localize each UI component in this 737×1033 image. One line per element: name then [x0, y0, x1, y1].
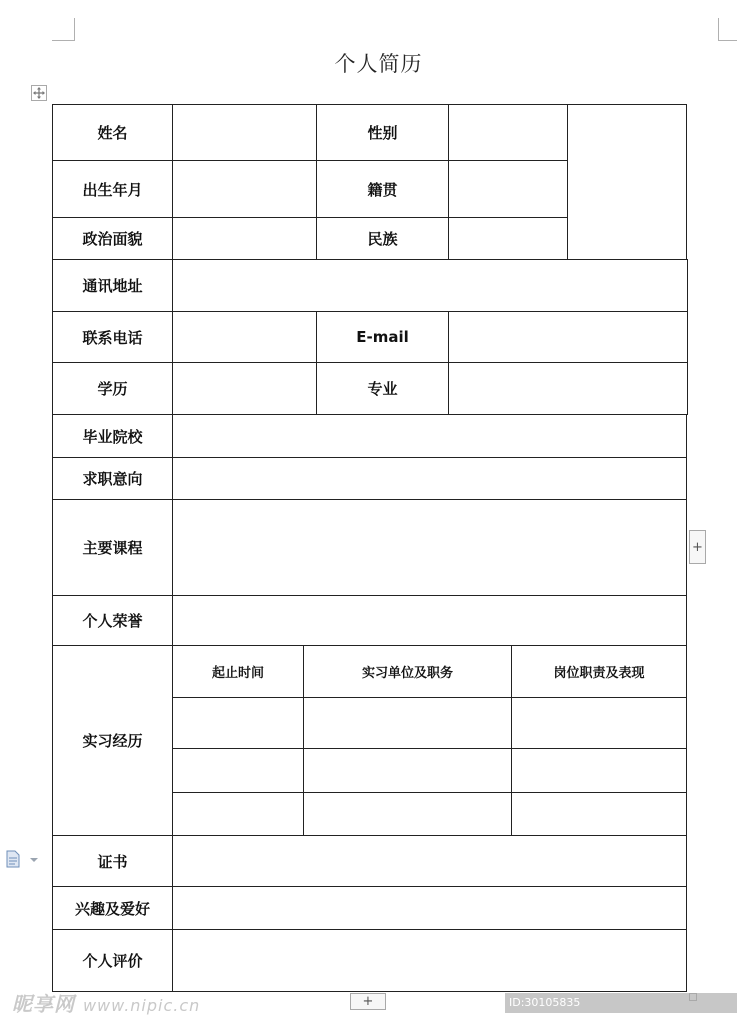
school-field[interactable]: [172, 414, 687, 458]
certificates-field[interactable]: [172, 835, 687, 887]
watermark-logo: [12, 988, 200, 1017]
birth-label: 出生年月: [52, 160, 173, 218]
internship-header-period: 起止时间: [172, 645, 304, 698]
watermark-url: www.nipic.cn: [82, 996, 201, 1015]
internship-duties-cell[interactable]: [511, 792, 687, 836]
internship-header-duties: 岗位职责及表现: [511, 645, 687, 698]
name-label: 姓名: [52, 104, 173, 161]
hobbies-field[interactable]: [172, 886, 687, 930]
add-column-button[interactable]: +: [689, 530, 706, 564]
internship-period-cell[interactable]: [172, 748, 304, 793]
major-label: 专业: [316, 362, 449, 415]
email-field[interactable]: [448, 311, 688, 363]
internship-period-cell[interactable]: [172, 697, 304, 749]
internship-duties-cell[interactable]: [511, 748, 687, 793]
education-label: 学历: [52, 362, 173, 415]
courses-field[interactable]: [172, 499, 687, 596]
honors-label: 个人荣誉: [52, 595, 173, 646]
gender-field[interactable]: [448, 104, 568, 161]
photo-box[interactable]: [567, 104, 687, 260]
ethnicity-label: 民族: [316, 217, 449, 260]
document-icon: [6, 850, 40, 868]
education-field[interactable]: [172, 362, 317, 415]
document-title: 个人简历: [334, 52, 423, 76]
name-field[interactable]: [172, 104, 317, 161]
hobbies-label: 兴趣及爱好: [52, 886, 173, 930]
add-row-button[interactable]: +: [350, 993, 386, 1010]
internship-company-cell[interactable]: [303, 697, 512, 749]
paste-options-button[interactable]: [6, 850, 40, 868]
internship-company-cell[interactable]: [303, 748, 512, 793]
job-intent-field[interactable]: [172, 457, 687, 500]
political-label: 政治面貌: [52, 217, 173, 260]
page-corner-mark: [718, 18, 737, 41]
internship-period-cell[interactable]: [172, 792, 304, 836]
internship-header-company: 实习单位及职务: [303, 645, 512, 698]
table-move-icon[interactable]: [31, 85, 47, 101]
phone-field[interactable]: [172, 311, 317, 363]
internship-label: 实习经历: [52, 645, 173, 836]
certificates-label: 证书: [52, 835, 173, 887]
address-label: 通讯地址: [52, 259, 173, 312]
phone-label: 联系电话: [52, 311, 173, 363]
native-place-field[interactable]: [448, 160, 568, 218]
watermark-brand: 昵享网: [12, 992, 75, 1016]
internship-duties-cell[interactable]: [511, 697, 687, 749]
internship-company-cell[interactable]: [303, 792, 512, 836]
ethnicity-field[interactable]: [448, 217, 568, 260]
gender-label: 性别: [316, 104, 449, 161]
self-eval-label: 个人评价: [52, 929, 173, 992]
native-place-label: 籍贯: [316, 160, 449, 218]
job-intent-label: 求职意向: [52, 457, 173, 500]
page-corner-mark: [52, 18, 75, 41]
major-field[interactable]: [448, 362, 688, 415]
courses-label: 主要课程: [52, 499, 173, 596]
watermark-id: ID:30105835 NO:20230223191820025106: [505, 993, 737, 1013]
school-label: 毕业院校: [52, 414, 173, 458]
honors-field[interactable]: [172, 595, 687, 646]
birth-field[interactable]: [172, 160, 317, 218]
email-label: E-mail: [316, 311, 449, 363]
political-field[interactable]: [172, 217, 317, 260]
self-eval-field[interactable]: [172, 929, 687, 992]
address-field[interactable]: [172, 259, 688, 312]
move-arrows-icon: [33, 87, 45, 99]
